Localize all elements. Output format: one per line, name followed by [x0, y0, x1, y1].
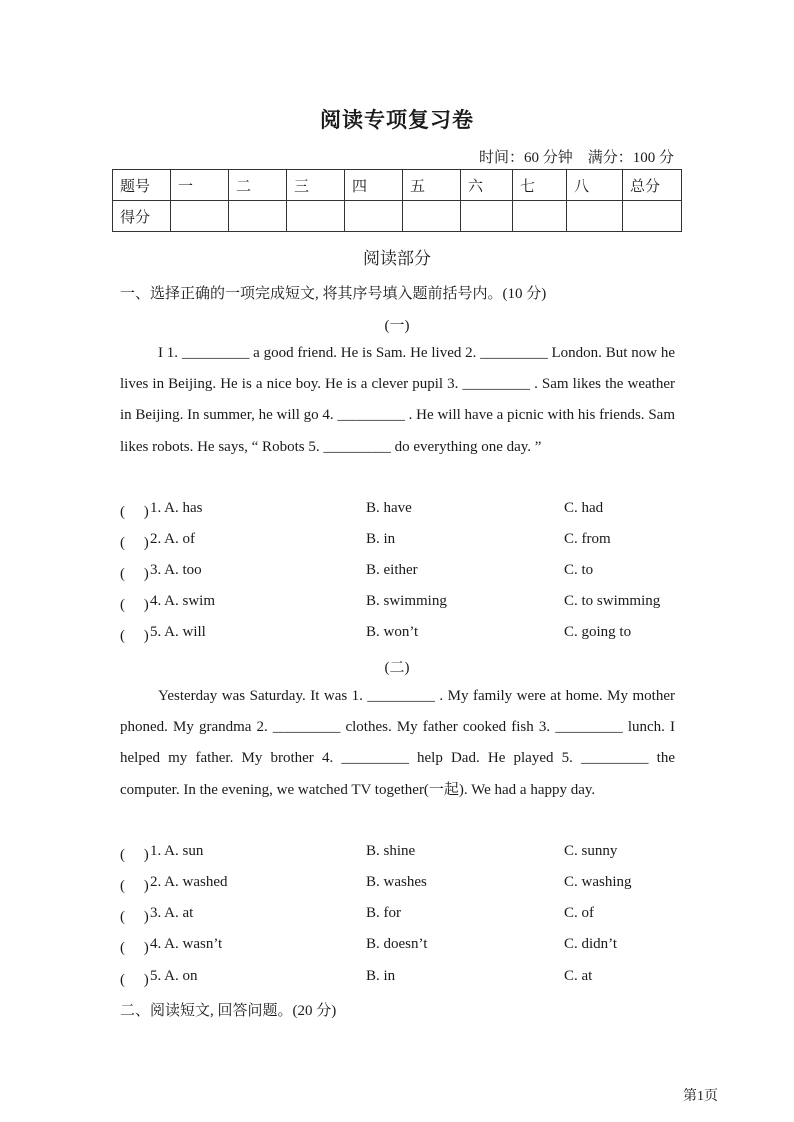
score-cell[interactable]	[229, 201, 287, 232]
option-c: C. of	[564, 905, 594, 921]
option-c: C. to	[564, 562, 594, 578]
score-cell[interactable]	[567, 201, 623, 232]
exam-time-and-score: 时间：60 分钟 满分：100 分	[478, 150, 674, 166]
question-1-heading: 一、选择正确的一项完成短文, 将其序号填入题前括号内。(10 分)	[120, 286, 547, 302]
score-cell[interactable]	[461, 201, 513, 232]
option-c: C. going to	[564, 624, 632, 640]
option-row	[120, 968, 680, 990]
option-a: 3. A. too	[150, 562, 202, 578]
option-c: C. sunny	[564, 843, 618, 859]
option-row	[120, 593, 680, 615]
option-row	[120, 843, 680, 865]
passage-2-text	[120, 681, 675, 806]
answer-blank[interactable]: ( )	[120, 847, 149, 863]
option-row	[120, 500, 680, 522]
option-b: B. swimming	[366, 593, 447, 609]
option-b: B. for	[366, 905, 401, 921]
option-a: 1. A. has	[150, 500, 203, 516]
option-row	[120, 905, 680, 927]
answer-blank[interactable]: ( )	[120, 597, 149, 613]
passage-1-text	[120, 338, 675, 463]
option-b: B. in	[366, 531, 396, 547]
score-table	[112, 169, 682, 232]
answer-blank[interactable]: ( )	[120, 972, 149, 988]
answer-blank[interactable]: ( )	[120, 940, 149, 956]
table-cell: 得分	[113, 201, 171, 232]
score-cell[interactable]	[345, 201, 403, 232]
option-c: C. from	[564, 531, 611, 547]
page-number: 第1页	[683, 1089, 718, 1104]
option-c: C. at	[564, 968, 593, 984]
answer-blank[interactable]: ( )	[120, 535, 149, 551]
answer-blank[interactable]: ( )	[120, 878, 149, 894]
passage-2-label: (二)	[384, 660, 410, 676]
option-a: 2. A. of	[150, 531, 195, 547]
table-cell: 总分	[623, 170, 682, 201]
option-row	[120, 624, 680, 646]
option-a: 4. A. wasn’t	[150, 936, 223, 952]
option-b: B. won’t	[366, 624, 419, 640]
answer-blank[interactable]: ( )	[120, 909, 149, 925]
option-row	[120, 562, 680, 584]
score-cell[interactable]	[171, 201, 229, 232]
option-b: B. shine	[366, 843, 416, 859]
page-title: 阅读专项复习卷	[320, 107, 474, 132]
option-row	[120, 531, 680, 553]
answer-blank[interactable]: ( )	[120, 628, 149, 644]
score-cell[interactable]	[403, 201, 461, 232]
score-cell[interactable]	[513, 201, 567, 232]
section-heading: 阅读部分	[363, 249, 431, 268]
option-c: C. had	[564, 500, 604, 516]
option-c: C. to swimming	[564, 593, 661, 609]
passage-1-label: (一)	[384, 318, 410, 334]
table-cell: 四	[345, 170, 403, 201]
option-b: B. washes	[366, 874, 427, 890]
table-cell: 一	[171, 170, 229, 201]
option-c: C. washing	[564, 874, 632, 890]
option-a: 3. A. at	[150, 905, 194, 921]
score-table-score-row	[113, 201, 682, 232]
option-a: 2. A. washed	[150, 874, 228, 890]
option-b: B. have	[366, 500, 412, 516]
score-table-header-row	[113, 170, 682, 201]
option-b: B. doesn’t	[366, 936, 428, 952]
score-cell[interactable]	[287, 201, 345, 232]
option-row	[120, 936, 680, 958]
option-row	[120, 874, 680, 896]
table-cell: 七	[513, 170, 567, 201]
option-a: 5. A. on	[150, 968, 198, 984]
answer-blank[interactable]: ( )	[120, 504, 149, 520]
score-cell[interactable]	[623, 201, 682, 232]
option-b: B. in	[366, 968, 396, 984]
option-b: B. either	[366, 562, 418, 578]
table-cell: 二	[229, 170, 287, 201]
table-cell: 六	[461, 170, 513, 201]
question-2-heading: 二、阅读短文, 回答问题。(20 分)	[120, 1003, 337, 1019]
table-cell: 题号	[113, 170, 171, 201]
option-c: C. didn’t	[564, 936, 618, 952]
option-a: 4. A. swim	[150, 593, 216, 609]
passage-paragraph: Yesterday was Saturday. It was 1. _________ . My family were at home. My mother phoned. My grandma 2. _________ clothes. My father cooked fish 3. _________ lunch. I helped my father. My brother 4. _________ help Dad. He played 5. _________ the computer. In the evening, we watched TV together(一起). We had a happy day.	[120, 688, 675, 798]
answer-blank[interactable]: ( )	[120, 566, 149, 582]
option-a: 1. A. sun	[150, 843, 204, 859]
table-cell: 五	[403, 170, 461, 201]
option-a: 5. A. will	[150, 624, 206, 640]
table-cell: 三	[287, 170, 345, 201]
passage-paragraph: I 1. _________ a good friend. He is Sam. He lived 2. _________ London. But now he lives in Beijing. He is a nice boy. He is a clever pupil 3. _________ . Sam likes the weather in Beijing. In summer, he will go 4. _________ . He will have a picnic with his friends. Sam likes robots. He says, “ Robots 5. _________ do everything one day. ”	[120, 345, 675, 455]
table-cell: 八	[567, 170, 623, 201]
